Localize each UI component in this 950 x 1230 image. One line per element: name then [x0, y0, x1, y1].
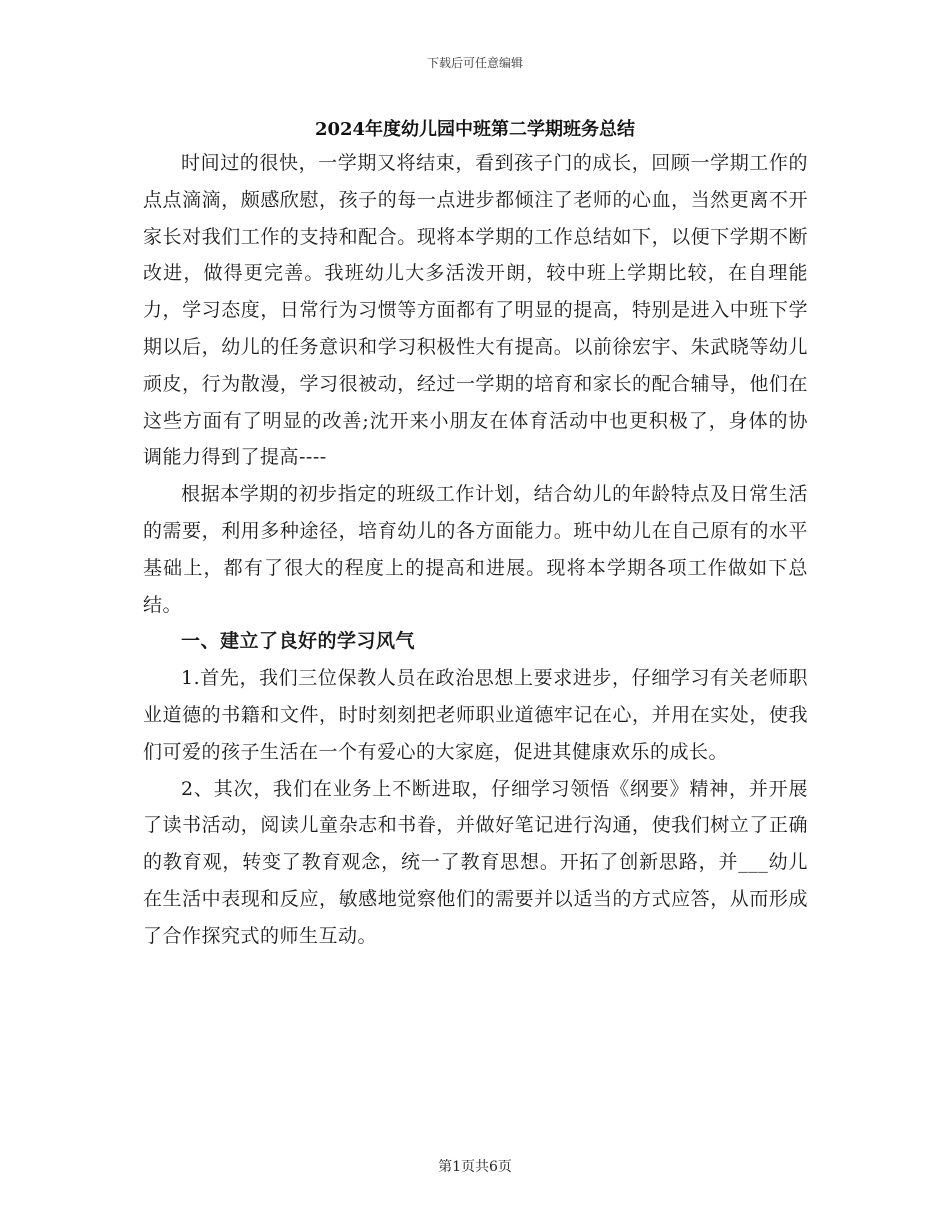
paragraph-plan: 根据本学期的初步指定的班级工作计划，结合幼儿的年龄特点及日常生活的需要，利用多种途径，培育幼儿的各方面能力。班中幼儿在自己原有的水平基础上，都有了很大的程度上的提高和进展。现将本学期各项工作做如下总结。: [143, 483, 808, 616]
section-heading: 一、建立了良好的学习风气: [181, 630, 416, 653]
paragraph-item-2: 2、其次，我们在业务上不断进取，仔细学习领悟《纲要》精神，并开展了读书活动，阅读儿童杂志和书眷，并做好笔记进行沟通，使我们树立了正确的教育观，转变了教育观念，统一了教育思想。开拓了创新思路，并___幼儿在生活中表现和反应，敏感地觉察他们的需要并以适当的方式应答，从而形成了合作探究式的师生互动。: [143, 777, 808, 947]
page-number: 第1页共6页: [438, 1159, 512, 1175]
document-title: 2024年度幼儿园中班第二学期班务总结: [314, 119, 636, 140]
paragraph-item-1: 1.首先，我们三位保教人员在政治思想上要求进步，仔细学习有关老师职业道德的书籍和文件，时时刻刻把老师职业道德牢记在心，并用在实处，使我们可爱的孩子生活在一个有爱心的大家庭，促进其健康欢乐的成长。: [143, 667, 808, 763]
paragraph-intro: 时间过的很快，一学期又将结束，看到孩子门的成长，回顾一学期工作的点点滴滴，颇感欣慰，孩子的每一点进步都倾注了老师的心血，当然更离不开家长对我们工作的支持和配合。现将本学期的工作总结如下，以便下学期不断改进，做得更完善。我班幼儿大多活泼开朗，较中班上学期比较，在自理能力，学习态度，日常行为习惯等方面都有了明显的提高，特别是进入中班下学期以后，幼儿的任务意识和学习积极性大有提高。以前徐宏宇、朱武晓等幼儿顽皮，行为散漫，学习很被动，经过一学期的培育和家长的配合辅导，他们在这些方面有了明显的改善;沈开来小朋友在体育活动中也更积极了，身体的协调能力得到了提高----: [143, 152, 808, 469]
document-body: [143, 145, 808, 955]
header-note: 下载后可任意编辑: [426, 56, 523, 70]
